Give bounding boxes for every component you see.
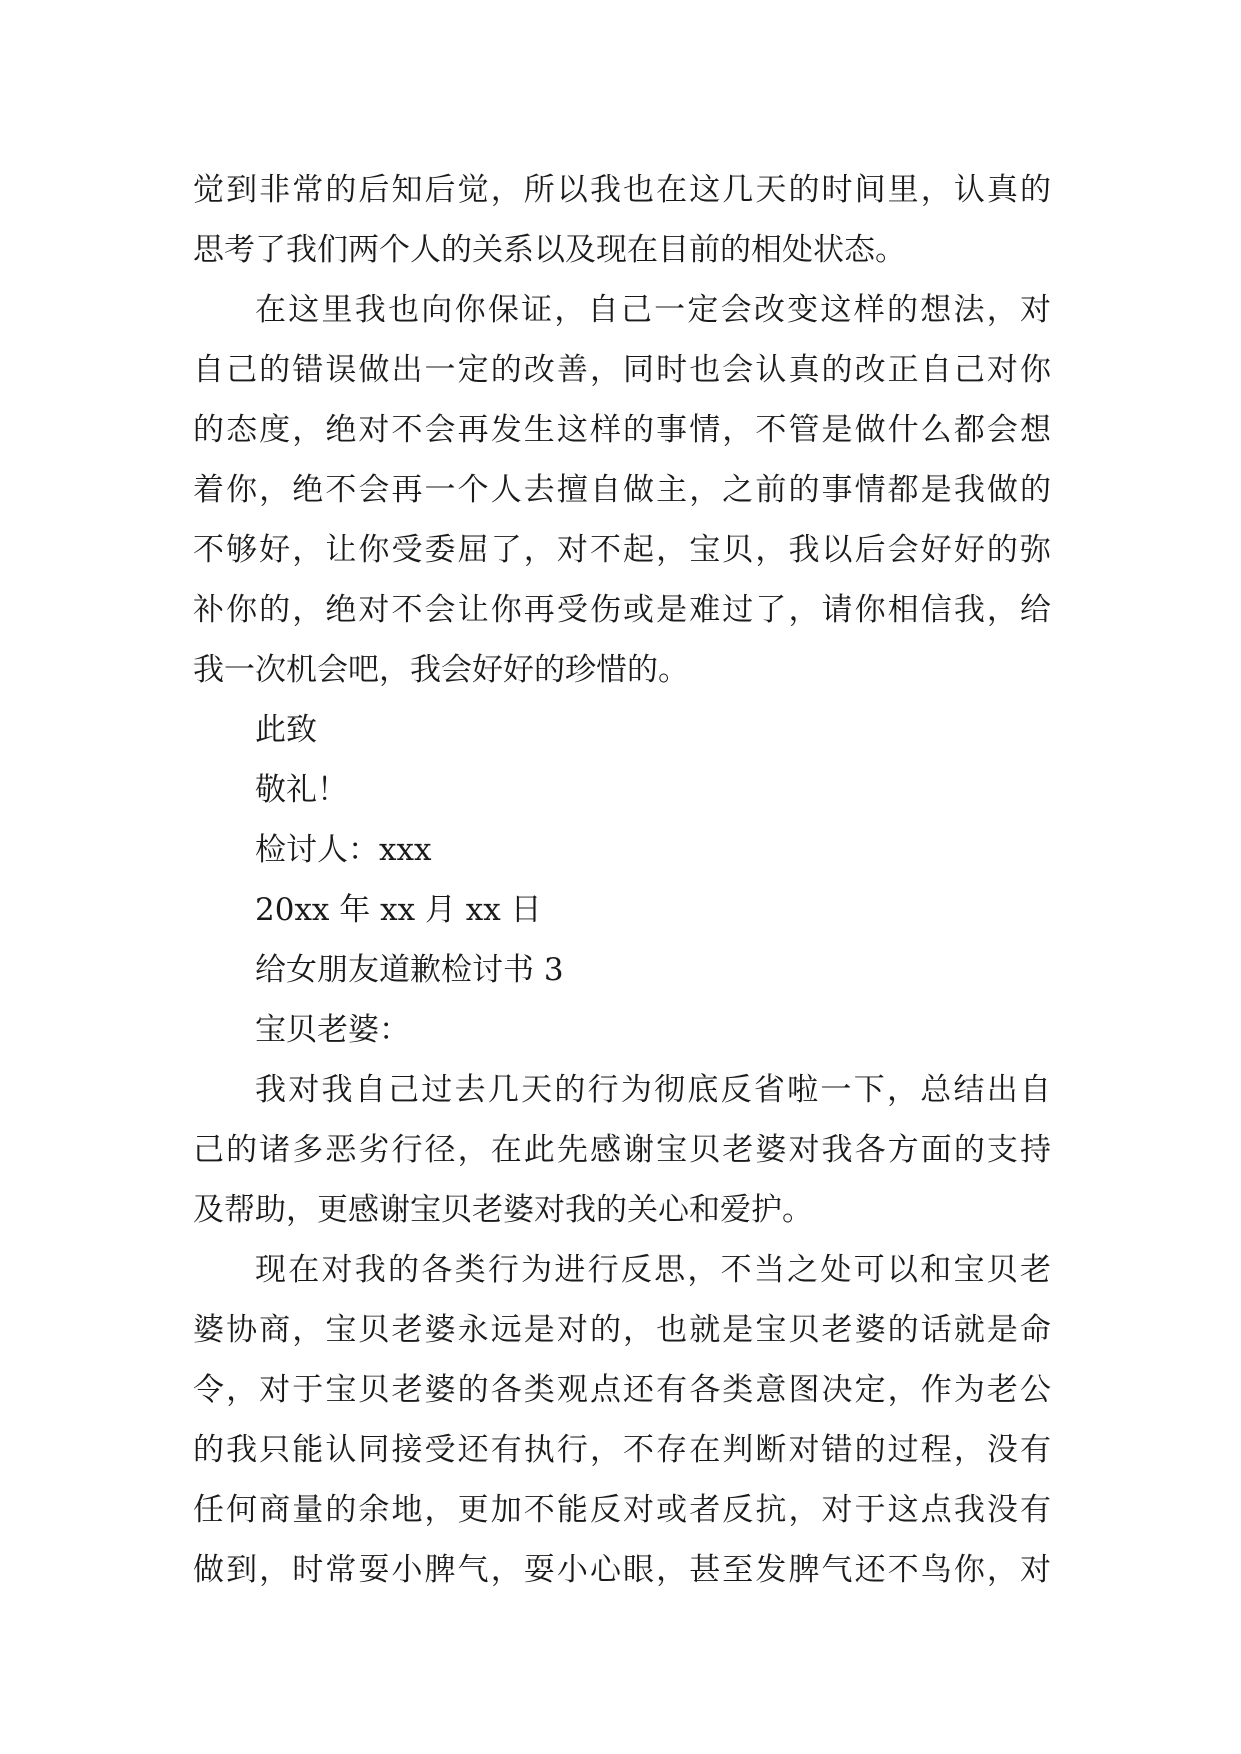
text-line: 己的诸多恶劣行径，在此先感谢宝贝老婆对我各方面的支持 — [193, 1132, 1051, 1168]
text-line: 的我只能认同接受还有执行，不存在判断对错的过程，没有 — [193, 1432, 1051, 1468]
text-line: 现在对我的各类行为进行反思，不当之处可以和宝贝老 — [255, 1252, 1051, 1288]
text-line: 不够好，让你受委屈了，对不起，宝贝，我以后会好好的弥 — [193, 532, 1051, 568]
text-line: 20xx 年 xx 月 xx 日 — [255, 892, 542, 928]
text-line: 补你的，绝对不会让你再受伤或是难过了，请你相信我，给 — [193, 592, 1051, 628]
text-line: 着你，绝不会再一个人去擅自做主，之前的事情都是我做的 — [193, 472, 1051, 508]
text-line: 我对我自己过去几天的行为彻底反省啦一下，总结出自 — [255, 1072, 1051, 1108]
text-line: 在这里我也向你保证，自己一定会改变这样的想法，对 — [255, 292, 1051, 328]
text-line: 给女朋友道歉检讨书 3 — [255, 952, 564, 988]
text-line: 此致 — [255, 712, 317, 748]
text-line: 的态度，绝对不会再发生这样的事情，不管是做什么都会想 — [193, 412, 1051, 448]
text-line: 我一次机会吧，我会好好的珍惜的。 — [193, 652, 689, 688]
text-line: 婆协商，宝贝老婆永远是对的，也就是宝贝老婆的话就是命 — [193, 1312, 1051, 1348]
text-line: 及帮助，更感谢宝贝老婆对我的关心和爱护。 — [193, 1192, 813, 1228]
document-page — [193, 160, 1051, 1600]
text-line: 检讨人：xxx — [255, 832, 432, 868]
text-line: 觉到非常的后知后觉，所以我也在这几天的时间里，认真的 — [193, 172, 1051, 208]
text-line: 自己的错误做出一定的改善，同时也会认真的改正自己对你 — [193, 352, 1051, 388]
text-line: 思考了我们两个人的关系以及现在目前的相处状态。 — [193, 232, 906, 268]
text-line: 做到，时常耍小脾气，耍小心眼，甚至发脾气还不鸟你，对 — [193, 1552, 1051, 1588]
text-line: 宝贝老婆： — [255, 1012, 410, 1048]
text-line: 令，对于宝贝老婆的各类观点还有各类意图决定，作为老公 — [193, 1372, 1051, 1408]
text-line: 任何商量的余地，更加不能反对或者反抗，对于这点我没有 — [193, 1492, 1051, 1528]
text-line: 敬礼！ — [255, 772, 348, 808]
